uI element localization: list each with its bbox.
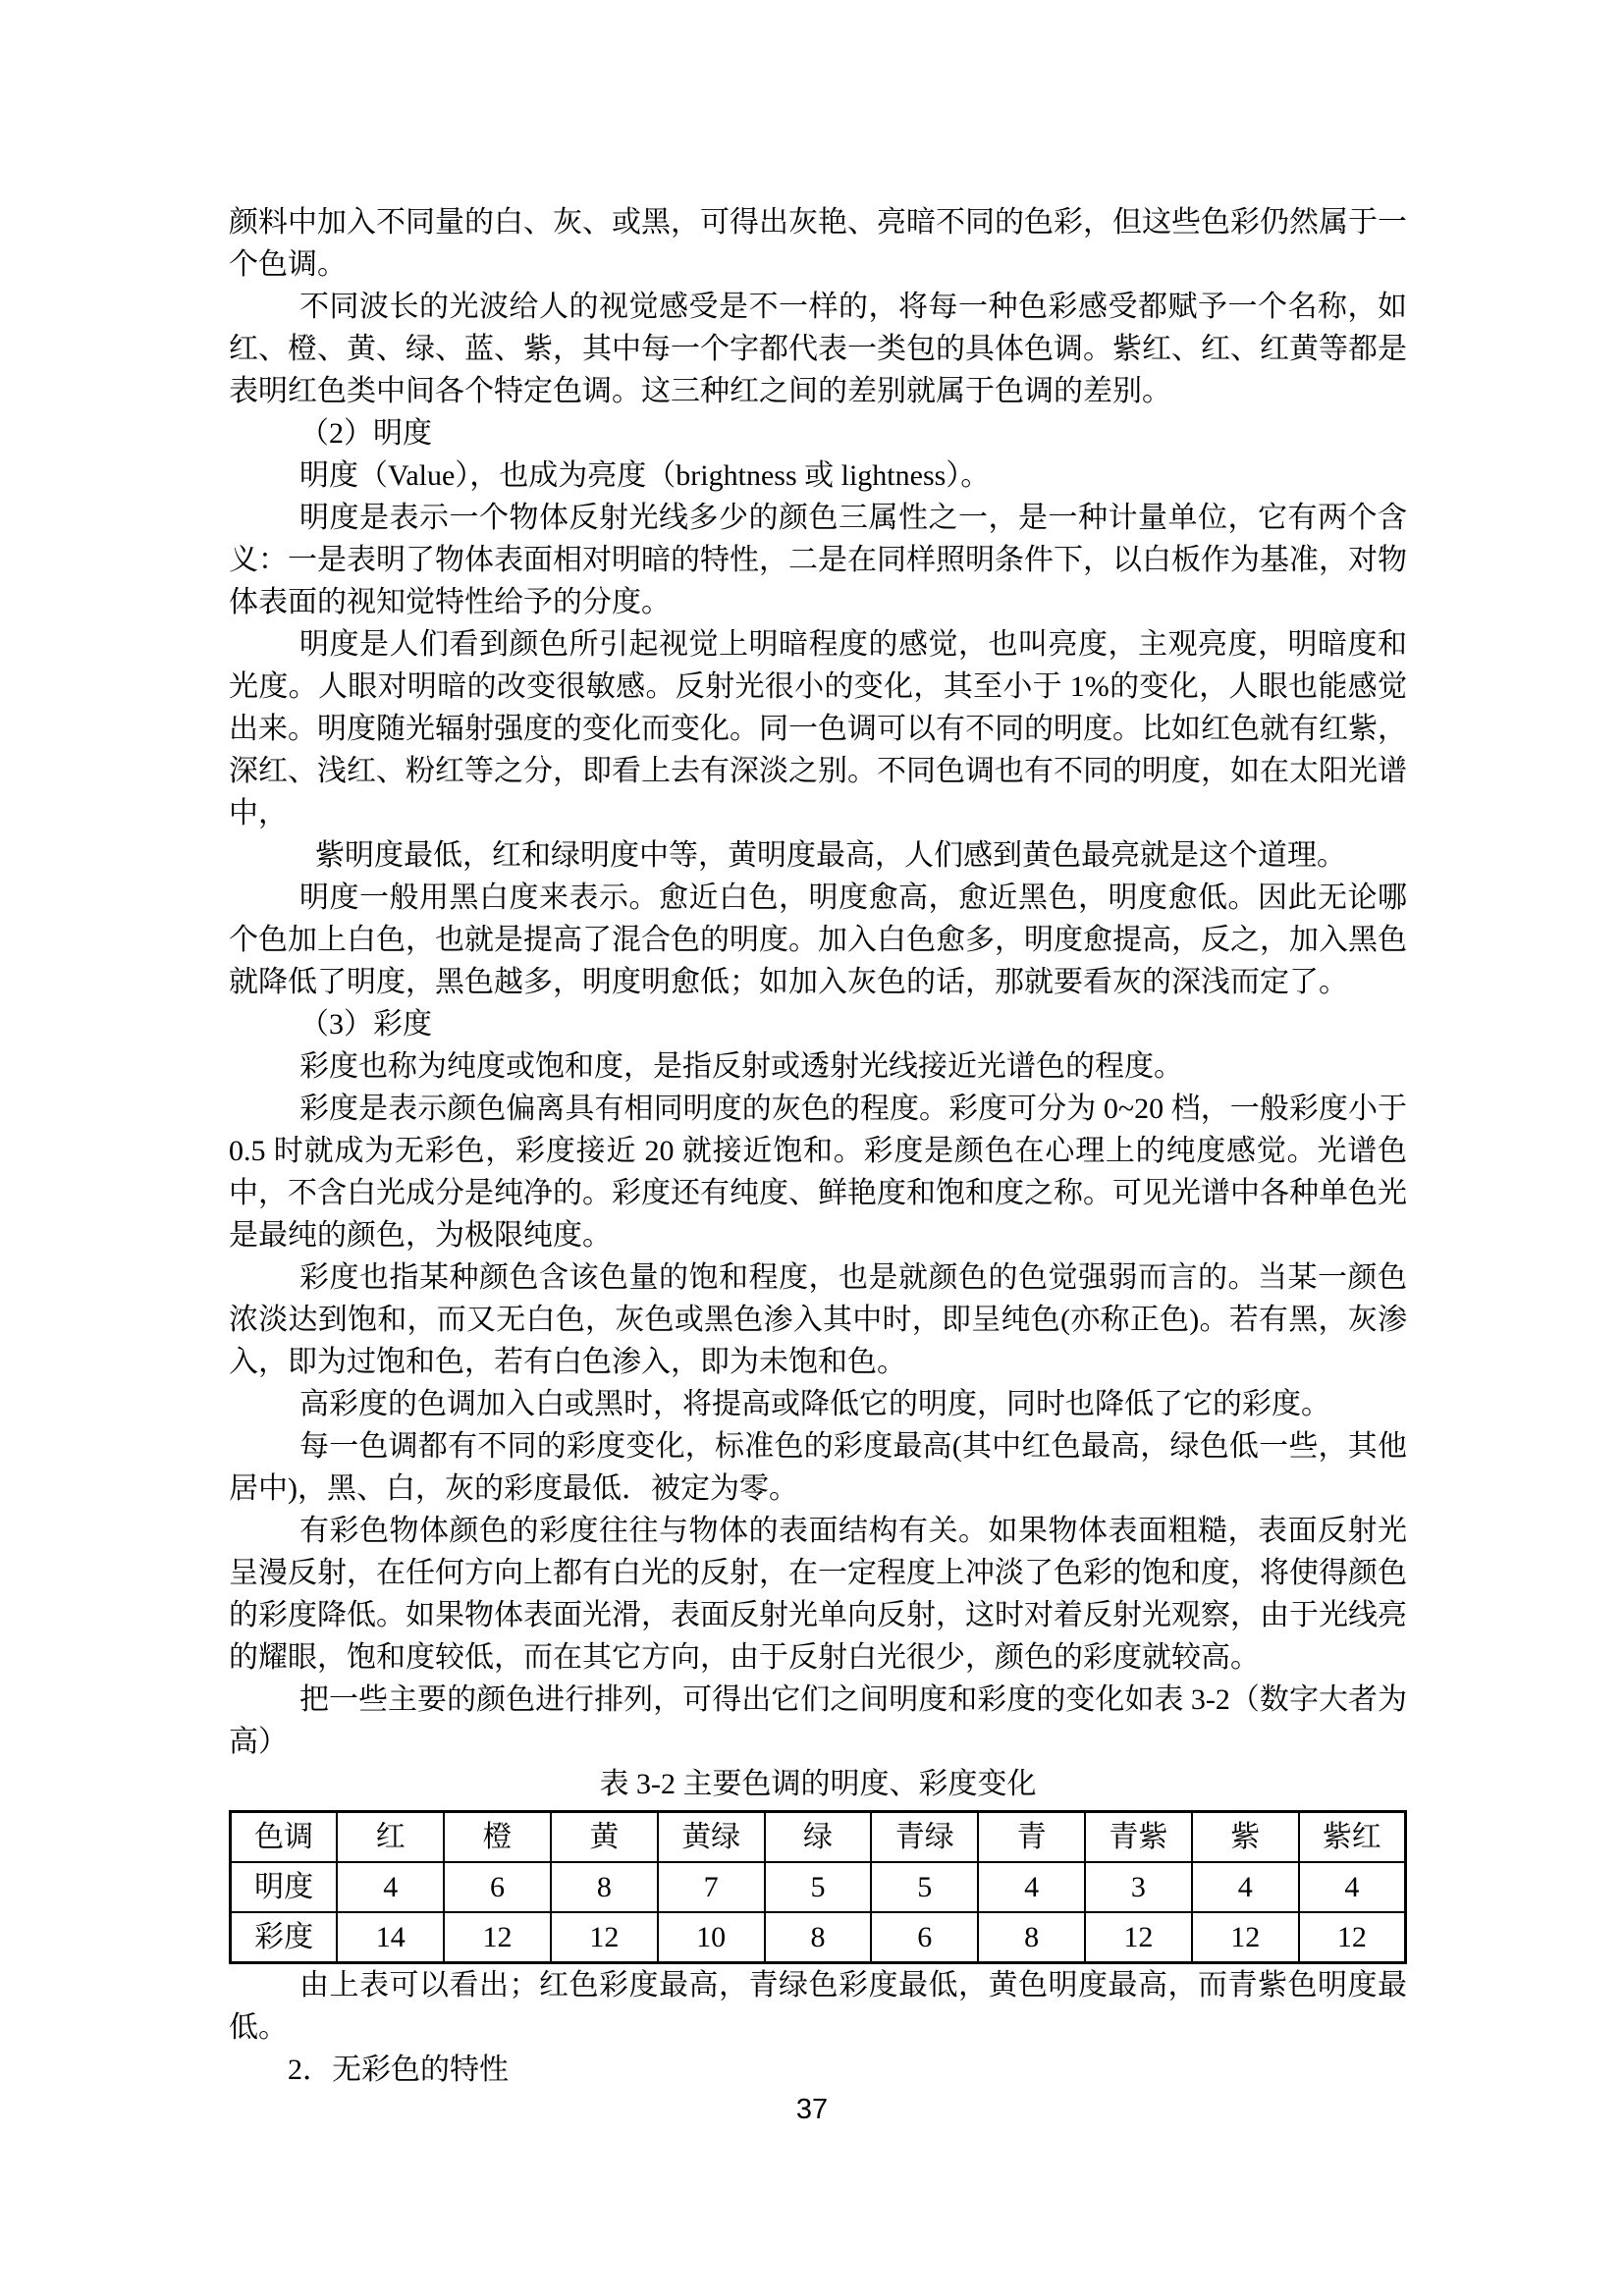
paragraph: 有彩色物体颜色的彩度往往与物体的表面结构有关。如果物体表面粗糙，表面反射光呈漫反射，在任何方向上都有白光的反射，在一定程度上冲淡了色彩的饱和度，将使得颜色的彩度降低。如果物体表面光滑，表面反射光单向反射，这时对着反射光观察，由于光线亮的耀眼，饱和度较低，而在其它方向，由于反射白光很少，颜色的彩度就较高。 [229, 1515, 1407, 1674]
table-header-cell: 色调 [231, 1812, 338, 1863]
table-header-cell: 青绿 [871, 1812, 978, 1863]
page-number: 37 [795, 2094, 829, 2125]
table-header-cell: 黄绿 [658, 1812, 765, 1863]
table-cell: 8 [551, 1862, 658, 1912]
next-section-heading: 2．无彩色的特性 [288, 2054, 509, 2086]
paragraph: 不同波长的光波给人的视觉感受是不一样的，将每一种色彩感受都赋予一个名称，如红、橙、黄、绿、蓝、紫，其中每一个字都代表一类包的具体色调。紫红、红、红黄等都是表明红色类中间各个特定色调。这三种红之间的差别就属于色调的差别。 [229, 291, 1407, 407]
tone-table [229, 1810, 1407, 1964]
table-cell: 5 [765, 1862, 872, 1912]
paragraph: 明度一般用黑白度来表示。愈近白色，明度愈高，愈近黑色，明度愈低。因此无论哪个色加上白色，也就是提高了混合色的明度。加入白色愈多，明度愈提高，反之，加入黑色就降低了明度，黑色越多，明度明愈低；如加入灰色的话，那就要看灰的深浅而定了。 [229, 881, 1407, 998]
table-cell: 4 [337, 1862, 444, 1912]
section-heading-brightness: （2）明度 [299, 417, 432, 450]
paragraph: 明度（Value），也成为亮度（brightness 或 lightness）。 [299, 459, 991, 492]
table-cell: 6 [871, 1912, 978, 1963]
table-cell: 8 [765, 1912, 872, 1963]
table-cell: 10 [658, 1912, 765, 1963]
conclusion-paragraph: 由上表可以看出；红色彩度最高，青绿色彩度最低，黄色明度最高，而青紫色明度最低。 [229, 1969, 1407, 2044]
paragraph: 每一色调都有不同的彩度变化，标准色的彩度最高(其中红色最高，绿色低一些，其他居中)，黑、白，灰的彩度最低．被定为零。 [229, 1430, 1407, 1505]
table-row-chroma [231, 1912, 1406, 1963]
section-heading-chroma: （3）彩度 [299, 1008, 432, 1041]
paragraph: 紫明度最低，红和绿明度中等，黄明度最高，人们感到黄色最亮就是这个道理。 [315, 839, 1346, 872]
paragraph: 颜料中加入不同量的白、灰、或黑，可得出灰艳、亮暗不同的色彩，但这些色彩仍然属于一个色调。 [229, 206, 1407, 281]
text-block [229, 201, 1407, 2091]
paragraph: 高彩度的色调加入白或黑时，将提高或降低它的明度，同时也降低了它的彩度。 [299, 1388, 1330, 1420]
table-cell: 4 [978, 1862, 1085, 1912]
table-caption: 表 3-2 主要色调的明度、彩度变化 [599, 1768, 1037, 1800]
paragraph: 明度是表示一个物体反射光线多少的颜色三属性之一，是一种计量单位，它有两个含义：一是表明了物体表面相对明暗的特性，二是在同样照明条件下，以白板作为基准，对物体表面的视知觉特性给予的分度。 [229, 502, 1407, 618]
table-cell: 4 [1192, 1862, 1299, 1912]
paragraph: 明度是人们看到颜色所引起视觉上明暗程度的感觉，也叫亮度，主观亮度，明暗度和光度。人眼对明暗的改变很敏感。反射光很小的变化，其至小于 1%的变化，人眼也能感觉出来。明度随光辐射强度的变化而变化。同一色调可以有不同的明度。比如红色就有红紫，深红、浅红、粉红等之分，即看上去有深淡之别。不同色调也有不同的明度，如在太阳光谱中， [229, 628, 1407, 829]
table-header-cell: 青 [978, 1812, 1085, 1863]
paragraph: 把一些主要的颜色进行排列，可得出它们之间明度和彩度的变化如表 3-2（数字大者为高） [229, 1683, 1407, 1758]
table-row-brightness [231, 1862, 1406, 1912]
table-header-cell: 红 [337, 1812, 444, 1863]
table-cell: 12 [551, 1912, 658, 1963]
table-cell: 7 [658, 1862, 765, 1912]
table-cell: 5 [871, 1862, 978, 1912]
table-cell: 12 [1299, 1912, 1406, 1963]
paragraph: 彩度是表示颜色偏离具有相同明度的灰色的程度。彩度可分为 0~20 档，一般彩度小于 0.5 时就成为无彩色，彩度接近 20 就接近饱和。彩度是颜色在心理上的纯度感觉。光谱色中，不含白光成分是纯净的。彩度还有纯度、鲜艳度和饱和度之称。可见光谱中各种单色光是最纯的颜色，为极限纯度。 [229, 1093, 1407, 1252]
table-header-cell: 紫红 [1299, 1812, 1406, 1863]
row-label-cell: 彩度 [231, 1912, 338, 1963]
table-cell: 6 [444, 1862, 551, 1912]
table-cell: 12 [1085, 1912, 1192, 1963]
table-header-cell: 橙 [444, 1812, 551, 1863]
table-header-cell: 青紫 [1085, 1812, 1192, 1863]
table-cell: 4 [1299, 1862, 1406, 1912]
table-cell: 14 [337, 1912, 444, 1963]
table-cell: 3 [1085, 1862, 1192, 1912]
table-header-cell: 黄 [551, 1812, 658, 1863]
table-cell: 8 [978, 1912, 1085, 1963]
table-header-row [231, 1812, 1406, 1863]
paragraph: 彩度也指某种颜色含该色量的饱和程度，也是就颜色的色觉强弱而言的。当某一颜色浓淡达到饱和，而又无白色，灰色或黑色渗入其中时，即呈纯色(亦称正色)。若有黑，灰渗入，即为过饱和色，若有白色渗入，即为未饱和色。 [229, 1261, 1407, 1378]
row-label-cell: 明度 [231, 1862, 338, 1912]
table-header-cell: 紫 [1192, 1812, 1299, 1863]
table-header-cell: 绿 [765, 1812, 872, 1863]
table-cell: 12 [444, 1912, 551, 1963]
table-cell: 12 [1192, 1912, 1299, 1963]
paragraph: 彩度也称为纯度或饱和度，是指反射或透射光线接近光谱色的程度。 [299, 1050, 1183, 1083]
